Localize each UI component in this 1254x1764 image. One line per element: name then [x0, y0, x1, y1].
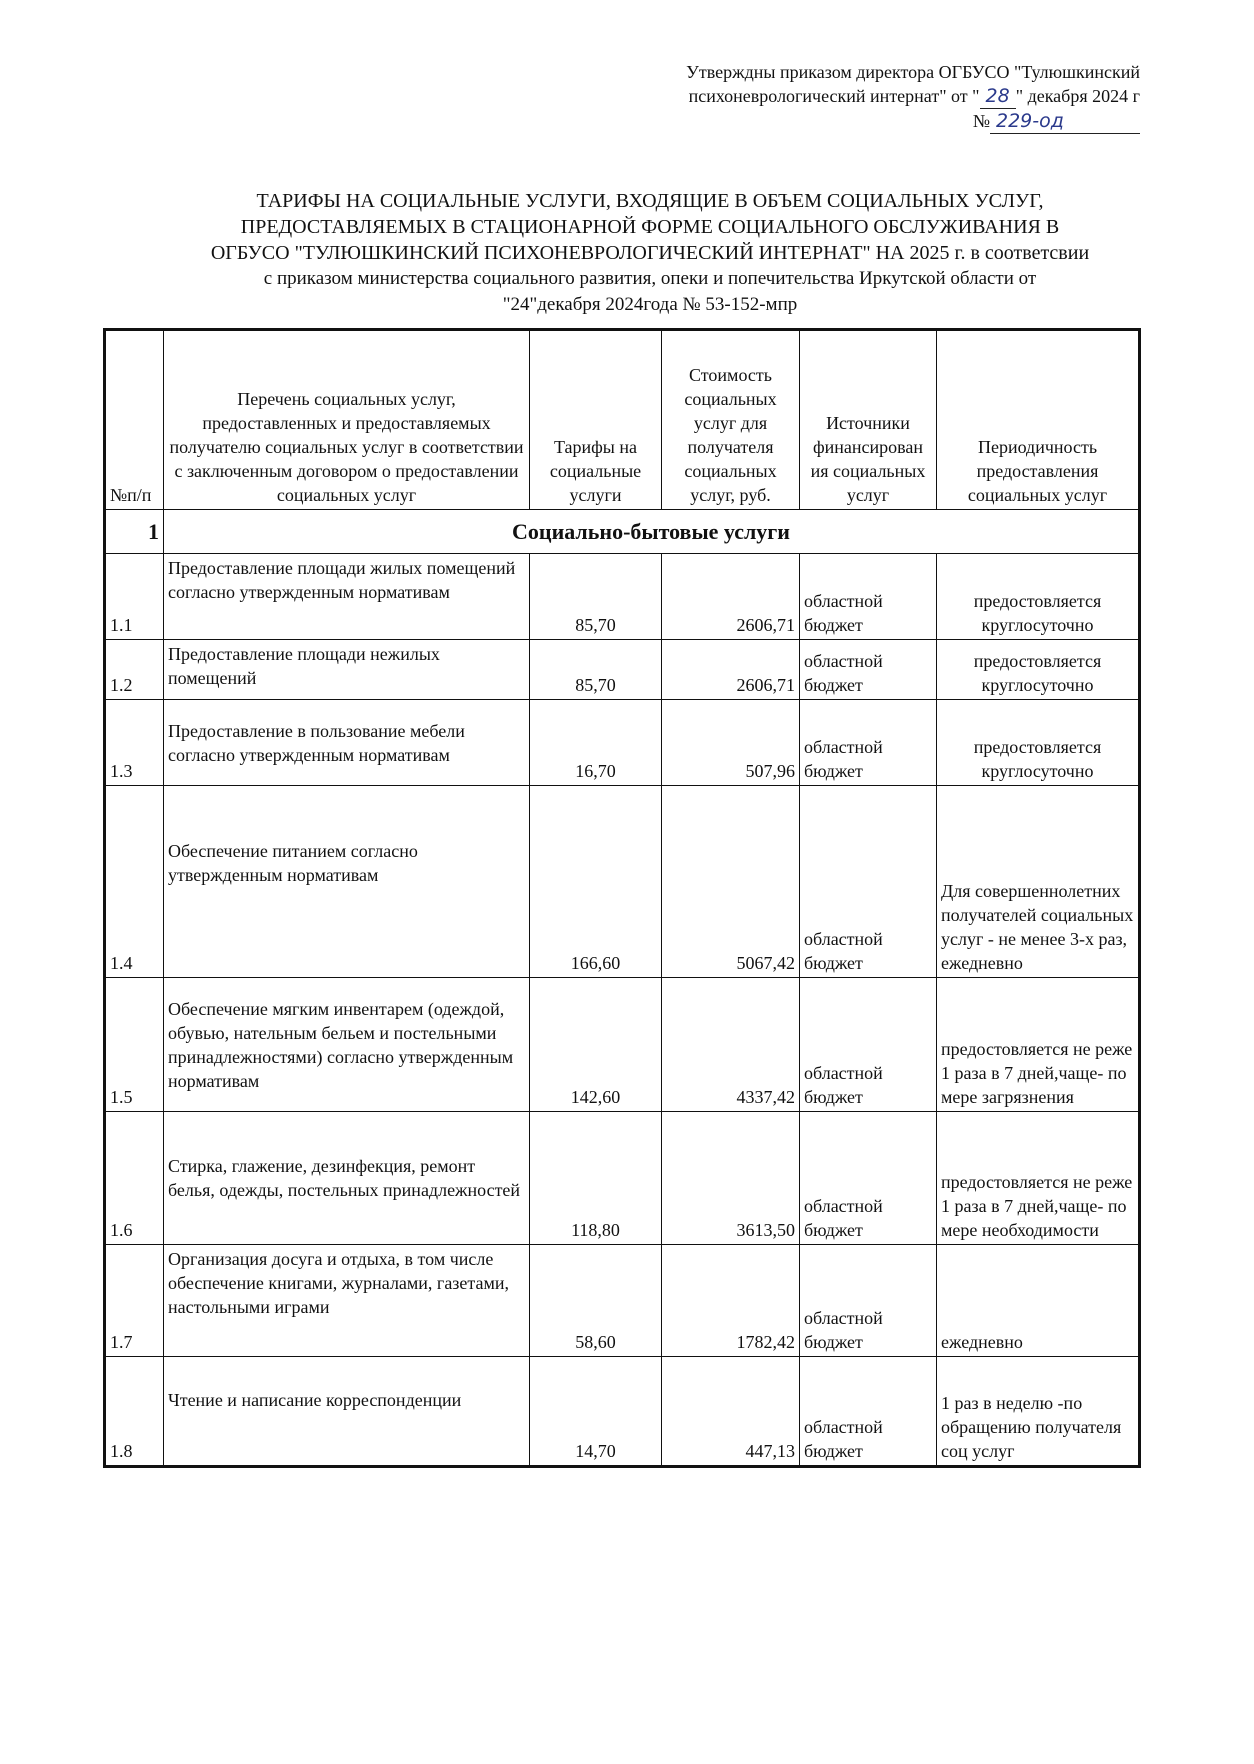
row-cost: 5067,42 — [662, 786, 800, 978]
tariffs-table — [103, 328, 1141, 1468]
table-row — [105, 1112, 1140, 1245]
row-service: Чтение и написание корреспонденции — [164, 1357, 530, 1467]
row-source: областной бюджет — [800, 978, 937, 1112]
row-source: областной бюджет — [800, 1357, 937, 1467]
row-period: ежедневно — [937, 1245, 1140, 1357]
row-num: 1.5 — [105, 978, 164, 1112]
header-service: Перечень социальных услуг, предоставленных и предоставляемых получателю социальных услуг в соответствии с заключенным договором о предоставлении социальных услуг — [164, 330, 530, 510]
row-num: 1.2 — [105, 640, 164, 700]
header-num: №п/п — [105, 330, 164, 510]
row-period: предостовляется круглосуточно — [937, 700, 1140, 786]
row-num: 1.8 — [105, 1357, 164, 1467]
section-title: Социально-бытовые услуги — [164, 510, 1140, 554]
title-line-5: "24"декабря 2024года № 53-152-мпр — [502, 294, 798, 315]
row-rate: 14,70 — [530, 1357, 662, 1467]
row-num: 1.6 — [105, 1112, 164, 1245]
header-cost: Стоимость социальных услуг для получателя социальных услуг, руб. — [662, 330, 800, 510]
table-row — [105, 554, 1140, 640]
approval-line-1: Утверждны приказом директора ОГБУСО "Тулюшкинский — [686, 62, 1140, 82]
row-source: областной бюджет — [800, 1245, 937, 1357]
title-line-2: ПРЕДОСТАВЛЯЕМЫХ В СТАЦИОНАРНОЙ ФОРМЕ СОЦИАЛЬНОГО ОБСЛУЖИВАНИЯ В — [240, 216, 1060, 238]
row-service: Предоставление площади нежилых помещений — [164, 640, 530, 700]
row-rate: 166,60 — [530, 786, 662, 978]
row-source: областной бюджет — [800, 640, 937, 700]
approval-line-2-end: " декабря 2024 г — [1015, 86, 1140, 106]
row-service: Организация досуга и отдыха, в том числе обеспечение книгами, журналами, газетами, настольными играми — [164, 1245, 530, 1357]
row-service: Обеспечение мягким инвентарем (одеждой, обувью, нательным бельем и постельными принадлежностями) согласно утвержденным нормативам — [164, 978, 530, 1112]
approval-note — [560, 60, 1140, 134]
section-num: 1 — [105, 510, 164, 554]
row-cost: 507,96 — [662, 700, 800, 786]
title-line-3: ОГБУСО "ТУЛЮШКИНСКИЙ ПСИХОНЕВРОЛОГИЧЕСКИЙ ИНТЕРНАТ" НА 2025 г. в соответсвии — [210, 242, 1090, 264]
row-num: 1.4 — [105, 786, 164, 978]
approval-number-label: № — [972, 111, 990, 131]
table-row — [105, 978, 1140, 1112]
row-period: предостовляется не реже 1 раза в 7 дней,чаще- по мере загрязнения — [937, 978, 1140, 1112]
approval-line-2 — [560, 84, 1140, 109]
row-period: Для совершеннолетних получателей социальных услуг - не менее 3-х раз, ежедневно — [937, 786, 1140, 978]
row-period: предостовляется не реже 1 раза в 7 дней,чаще- по мере необходимости — [937, 1112, 1140, 1245]
header-period: Периодичность предоставления социальных услуг — [937, 330, 1140, 510]
approval-line-2-start: психоневрологический интернат" от " — [688, 86, 980, 106]
row-period: предостовляется круглосуточно — [937, 554, 1140, 640]
row-service: Предоставление площади жилых помещений согласно утвержденным нормативам — [164, 554, 530, 640]
row-source: областной бюджет — [800, 786, 937, 978]
row-service: Стирка, глажение, дезинфекция, ремонт белья, одежды, постельных принадлежностей — [164, 1112, 530, 1245]
table-row — [105, 700, 1140, 786]
document-title — [160, 188, 1140, 318]
title-line-4: с приказом министерства социального развития, опеки и попечительства Иркутской области от — [263, 268, 1037, 289]
row-rate: 85,70 — [530, 640, 662, 700]
table-row — [105, 640, 1140, 700]
row-num: 1.7 — [105, 1245, 164, 1357]
row-source: областной бюджет — [800, 1112, 937, 1245]
approval-number-handwritten: 229-од — [996, 110, 1064, 132]
row-rate: 16,70 — [530, 700, 662, 786]
approval-day-handwritten: 28 — [980, 84, 1016, 109]
table-row — [105, 786, 1140, 978]
table-header-row — [105, 330, 1140, 510]
row-service: Предоставление в пользование мебели согласно утвержденным нормативам — [164, 700, 530, 786]
row-num: 1.3 — [105, 700, 164, 786]
row-cost: 447,13 — [662, 1357, 800, 1467]
row-source: областной бюджет — [800, 700, 937, 786]
title-line-1: ТАРИФЫ НА СОЦИАЛЬНЫЕ УСЛУГИ, ВХОДЯЩИЕ В ОБЪЕМ СОЦИАЛЬНЫХ УСЛУГ, — [256, 190, 1044, 212]
row-rate: 58,60 — [530, 1245, 662, 1357]
approval-number — [560, 109, 1140, 134]
row-rate: 85,70 — [530, 554, 662, 640]
table-row — [105, 1245, 1140, 1357]
row-rate: 142,60 — [530, 978, 662, 1112]
row-source: областной бюджет — [800, 554, 937, 640]
row-rate: 118,80 — [530, 1112, 662, 1245]
row-cost: 3613,50 — [662, 1112, 800, 1245]
table-row — [105, 1357, 1140, 1467]
row-cost: 4337,42 — [662, 978, 800, 1112]
section-row — [105, 510, 1140, 554]
row-period: 1 раз в неделю -по обращению получателя соц услуг — [937, 1357, 1140, 1467]
header-rate: Тарифы на социальные услуги — [530, 330, 662, 510]
row-period: предостовляется круглосуточно — [937, 640, 1140, 700]
row-cost: 1782,42 — [662, 1245, 800, 1357]
row-cost: 2606,71 — [662, 640, 800, 700]
row-num: 1.1 — [105, 554, 164, 640]
row-service: Обеспечение питанием согласно утвержденным нормативам — [164, 786, 530, 978]
header-source: Источники финансирован ия социальных услуг — [800, 330, 937, 510]
row-cost: 2606,71 — [662, 554, 800, 640]
